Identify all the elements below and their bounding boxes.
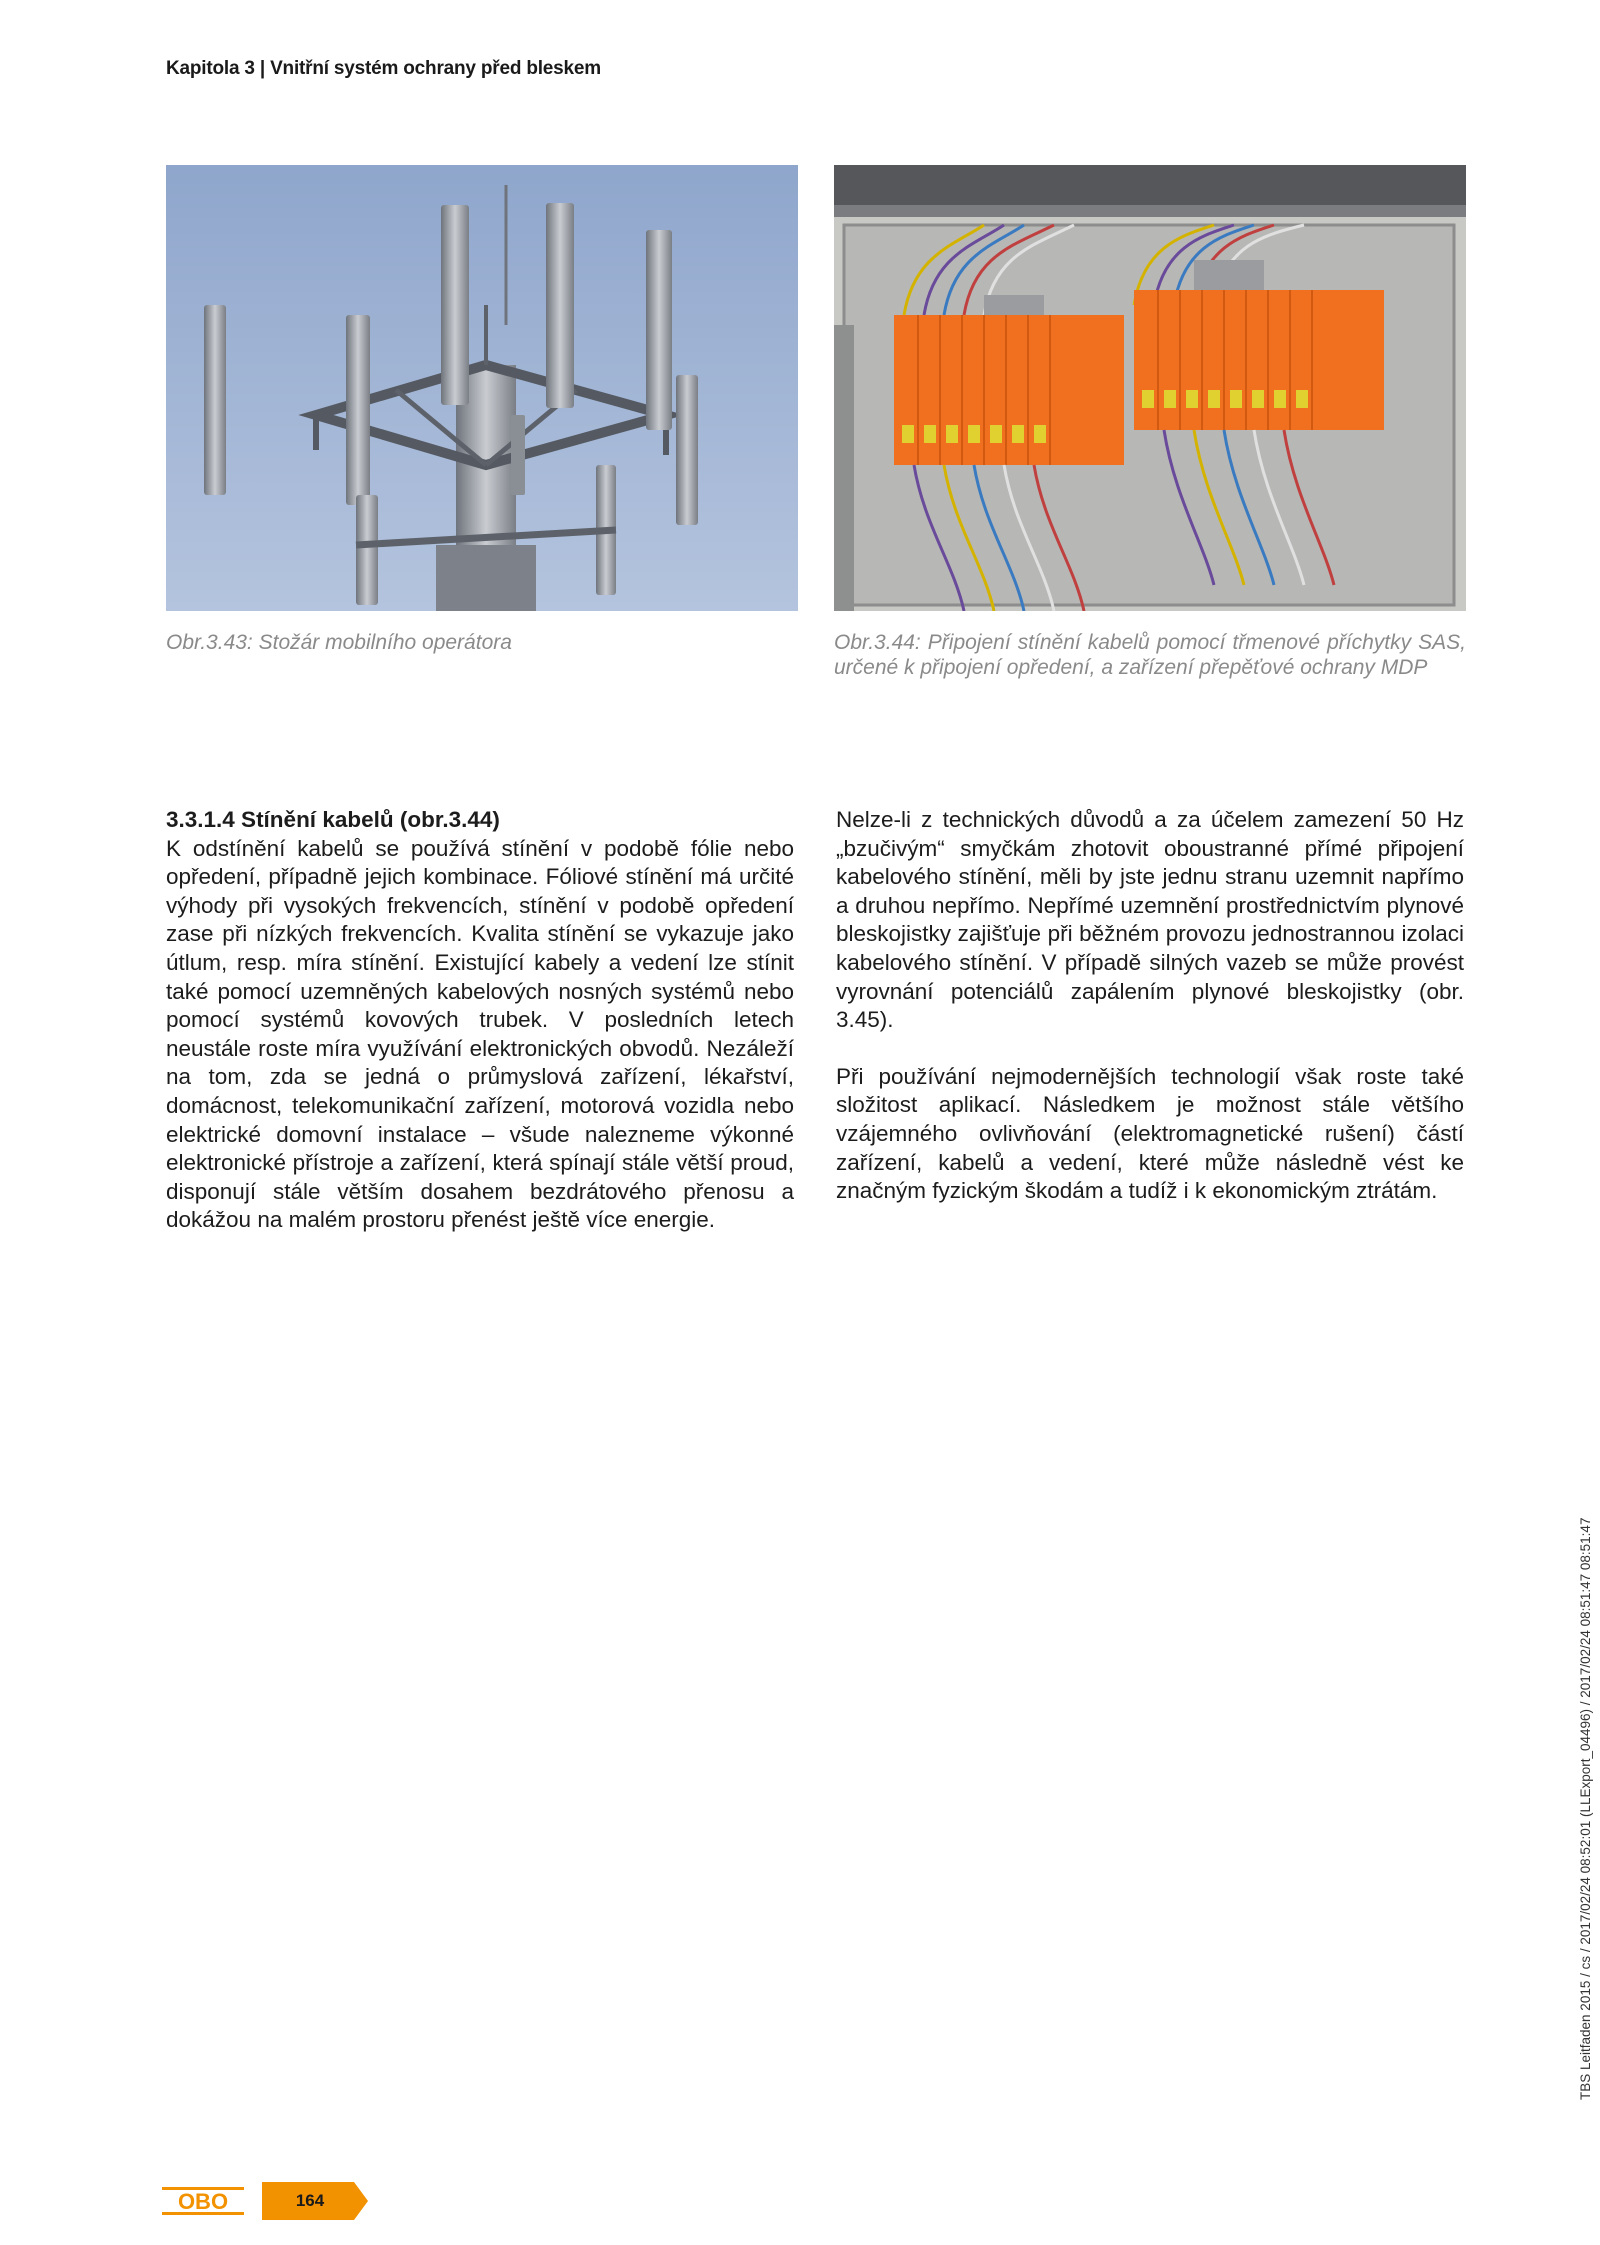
- paragraph: Při používání nejmodernějších technologií však roste také složitost aplikací. Následkem je možnost stále většího vzájemného ovlivňování (elektromagnetické rušení) částí zařízení, kabelů a vedení, které může následně vést ke značným fyzickým škodám a tudíž i k ekonomickým ztrátám.: [836, 1063, 1464, 1204]
- document-metadata: TBS Leitfaden 2015 / cs / 2017/02/24 08:52:01 (LLExport_04496) / 2017/02/24 08:51:47 08:51:47: [1578, 1517, 1593, 2100]
- logo-text: OBO: [177, 2189, 229, 2214]
- page-number-tab: [262, 2182, 370, 2220]
- chapter-header: Kapitola 3 | Vnitřní systém ochrany před bleskem: [166, 58, 601, 79]
- obo-logo: [162, 2184, 244, 2218]
- paragraph: Nelze-li z technických důvodů a za účelem zamezení 50 Hz „bzučivým“ smyčkám zhotovit oboustranné přímé připojení kabelového stínění, měli by jste jednu stranu uzemnit napřímo a druhou nepřímo. Nepřímé uzemnění prostřednictvím plynové bleskojistky zajišťuje při běžném provozu jednostrannou izolaci kabelového stínění. V případě silných vazeb se může provést vyrovnání potenciálů zapálením plynové bleskojistky (obr. 3.45).: [836, 807, 1464, 1033]
- page-number: 164: [295, 2191, 325, 2210]
- text-column-right: [836, 806, 1464, 1206]
- mast-photo: [166, 165, 798, 611]
- section-title: 3.3.1.4 Stínění kabelů (obr.3.44): [166, 807, 500, 832]
- figure-caption-right: Obr.3.44: Připojení stínění kabelů pomocí třmenové příchytky SAS, určené k připojení opředení, a zařízení přepěťové ochrany MDP: [834, 631, 1466, 679]
- paragraph: K odstínění kabelů se používá stínění v podobě fólie nebo opředení, případně jejich kombinace. Fóliové stínění má určité výhody při vysokých frekvencích, stínění v podobě opředení zase při nízkých frekvencích. Kvalita stínění se vykazuje jako útlum, resp. míra stínění. Existující kabely a vedení lze stínit také pomocí uzemněných kabelových nosných systémů nebo pomocí systémů kovových trubek. V posledních letech neustále roste míra využívání elektronických obvodů. Nezáleží na tom, zda se jedná o průmyslová zařízení, lékařství, domácnost, telekomunikační zařízení, motorová vozidla nebo elektrické domovní instalace – všude nalezneme výkonné elektronické přístroje a zařízení, která spínají stále větší proud, disponují stále větším dosahem bezdrátového přenosu a dokážou na malém prostoru přenést ještě více energie.: [166, 835, 794, 1233]
- surge-protection-panel-photo: [834, 165, 1466, 611]
- text-column-left: [166, 806, 794, 1235]
- figure-caption-left: Obr.3.43: Stožár mobilního operátora: [166, 631, 512, 654]
